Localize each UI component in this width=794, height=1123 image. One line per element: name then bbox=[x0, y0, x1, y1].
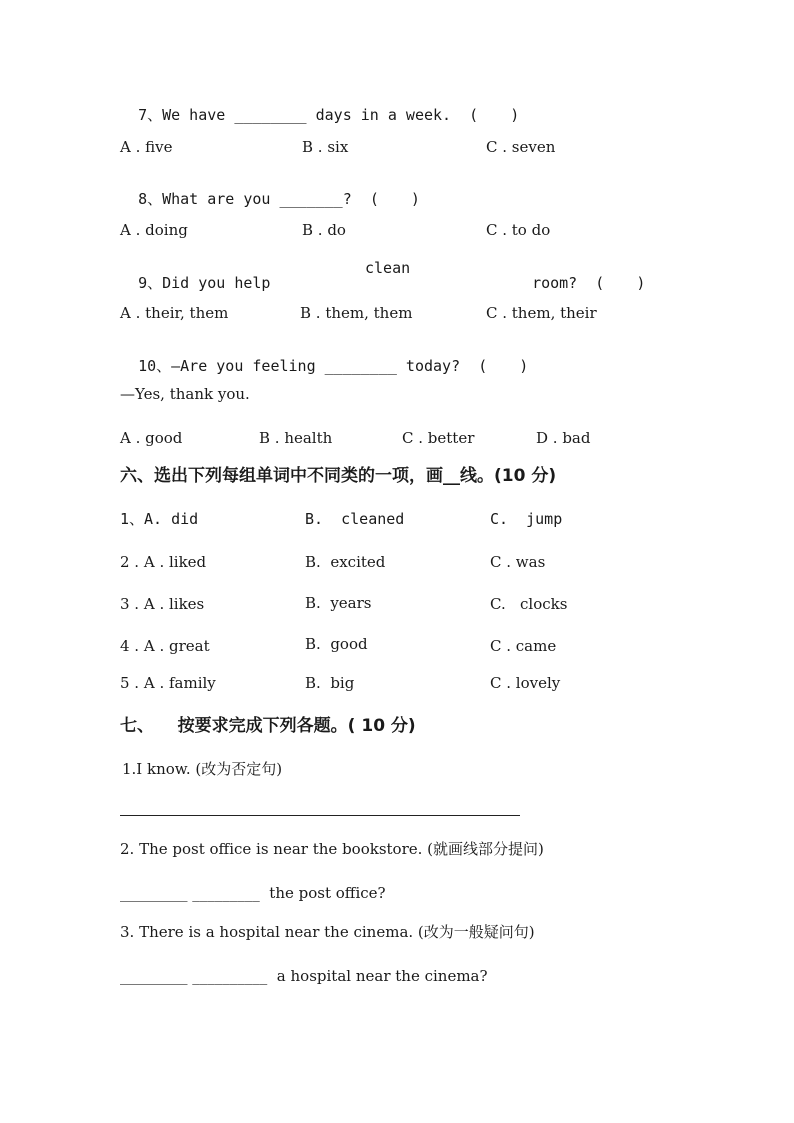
option-b[interactable]: B . do bbox=[302, 221, 346, 239]
question-text: ? bbox=[342, 190, 352, 208]
question-text: What are you bbox=[162, 190, 280, 208]
word-option-a[interactable]: 5 . A . family bbox=[120, 674, 216, 692]
question-9-end bbox=[514, 261, 645, 291]
word-option-b[interactable]: B. good bbox=[305, 635, 368, 653]
question-text: We have bbox=[162, 106, 235, 124]
option-c[interactable]: C . seven bbox=[486, 138, 556, 156]
option-a[interactable]: A . doing bbox=[120, 221, 188, 239]
word-option-c[interactable]: C . was bbox=[490, 553, 546, 571]
question-text: room? bbox=[532, 274, 578, 292]
word-option-a[interactable]: 4 . A . great bbox=[120, 637, 210, 655]
option-a[interactable]: A . their, them bbox=[120, 304, 229, 322]
word-option-b[interactable]: B. excited bbox=[305, 553, 386, 571]
question-text: —Are you feeling bbox=[171, 357, 325, 375]
answer-paren-open: ( bbox=[469, 106, 479, 124]
question-text: clean bbox=[365, 259, 411, 277]
option-a[interactable]: A . five bbox=[120, 138, 173, 156]
question-7 bbox=[120, 93, 519, 123]
answer-paren-close: ) bbox=[410, 190, 420, 208]
word-option-c[interactable]: C. jump bbox=[490, 510, 563, 528]
option-c[interactable]: C . to do bbox=[486, 221, 551, 239]
question-text: today? bbox=[396, 357, 461, 375]
word-option-a[interactable]: 1、A. did bbox=[120, 510, 199, 528]
task-1-prompt: 1.I know. (改为否定句) bbox=[122, 760, 283, 778]
word-option-b[interactable]: B. big bbox=[305, 674, 355, 692]
answer-paren-close: ) bbox=[510, 106, 520, 124]
word-option-b[interactable]: B. cleaned bbox=[305, 510, 405, 528]
answer-paren-close: ) bbox=[636, 274, 646, 292]
answer-paren-open: ( bbox=[369, 190, 379, 208]
task-3-prompt: 3. There is a hospital near the cinema. (改为一般疑问句) bbox=[120, 923, 535, 941]
word-option-a[interactable]: 3 . A . likes bbox=[120, 595, 205, 613]
task-3-answer[interactable]: _________ __________ a hospital near the cinema? bbox=[120, 967, 488, 985]
option-b[interactable]: B . six bbox=[302, 138, 349, 156]
task-2-prompt: 2. The post office is near the bookstore. (就画线部分提问) bbox=[120, 840, 544, 858]
question-number: 10、 bbox=[138, 357, 172, 375]
option-c[interactable]: C . them, their bbox=[486, 304, 597, 322]
answer-paren-close: ) bbox=[519, 357, 529, 375]
question-9 bbox=[120, 261, 270, 291]
option-d[interactable]: D . bad bbox=[536, 429, 591, 447]
question-10 bbox=[120, 344, 528, 374]
option-b[interactable]: B . them, them bbox=[300, 304, 413, 322]
answer-blank[interactable]: _______ bbox=[279, 190, 343, 208]
answer-paren-open: ( bbox=[478, 357, 488, 375]
word-option-c[interactable]: C. clocks bbox=[490, 595, 568, 613]
word-option-c[interactable]: C . came bbox=[490, 637, 557, 655]
word-option-a[interactable]: 2 . A . liked bbox=[120, 553, 207, 571]
answer-paren-open: ( bbox=[595, 274, 605, 292]
question-number: 7、 bbox=[138, 106, 163, 124]
task-1-answer-line[interactable] bbox=[120, 815, 520, 816]
option-b[interactable]: B . health bbox=[259, 429, 333, 447]
option-a[interactable]: A . good bbox=[120, 429, 183, 447]
option-c[interactable]: C . better bbox=[402, 429, 475, 447]
task-2-answer[interactable]: _________ _________ the post office? bbox=[120, 884, 386, 902]
answer-blank[interactable]: ________ bbox=[234, 106, 307, 124]
question-number: 8、 bbox=[138, 190, 163, 208]
question-8 bbox=[120, 177, 420, 207]
question-text: days in a week. bbox=[306, 106, 452, 124]
question-text: Did you help bbox=[162, 274, 271, 292]
question-number: 9、 bbox=[138, 274, 163, 292]
section-6-title: 六、选出下列每组单词中不同类的一项，画__线。(10 分) bbox=[120, 466, 557, 486]
section-7-title: 七、 按要求完成下列各题。( 10 分) bbox=[120, 716, 416, 736]
dialogue-reply: —Yes, thank you. bbox=[120, 385, 250, 403]
word-option-c[interactable]: C . lovely bbox=[490, 674, 561, 692]
answer-blank[interactable]: ________ bbox=[324, 357, 397, 375]
word-option-b[interactable]: B. years bbox=[305, 594, 372, 612]
